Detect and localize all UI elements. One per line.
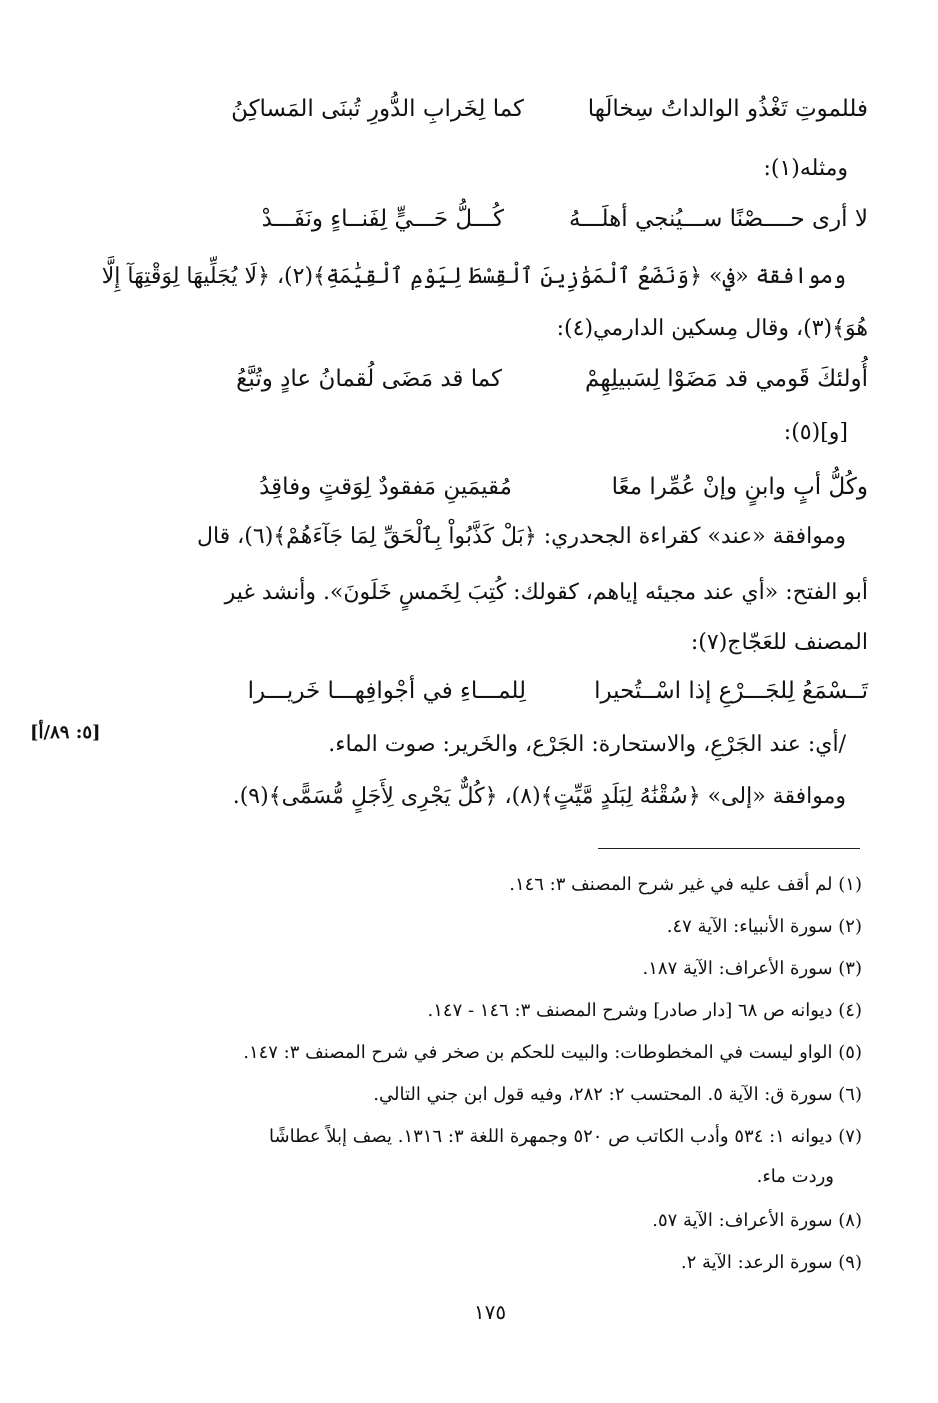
footnote-5: (٥) الواو ليست في المخطوطات: والبيت للحكم بن صخر في شرح المصنف ٣: ١٤٧. xyxy=(243,1042,862,1063)
body-line: المصنف للعَجّاج(٧): xyxy=(690,630,868,655)
verse-3-hemistich-left: كما قد مَضَى لُقمانُ عادٍ وتُبَّعُ xyxy=(236,366,502,392)
verse-1-hemistich-left: كما لِخَرابِ الدُّورِ تُبنَى المَساكِنُ xyxy=(231,96,524,122)
body-line: هُوَ﴾(٣)، وقال مِسكين الدارمي(٤): xyxy=(556,316,868,341)
footnote-7: (٧) ديوانه ١: ٥٣٤ وأدب الكاتب ص ٥٢٠ وجمهرة اللغة ٣: ١٣١٦. يصف إبلاً عطاشًا xyxy=(269,1126,862,1147)
body-line: أبو الفتح: «أي عند مجيئه إياهم، كقولك: كُتِبَ لِخَمسٍ خَلَونَ». وأنشد غير xyxy=(224,580,868,605)
verse-3-hemistich-right: أُولئكَ قَومي قد مَضَوْا لِسَبيلِهِمْ xyxy=(585,366,868,392)
footnote-4: (٤) ديوانه ص ٦٨ [دار صادر] وشرح المصنف ٣: ١٤٦ - ١٤٧. xyxy=(427,1000,862,1021)
footnote-6: (٦) سورة ق: الآية ٥. المحتسب ٢: ٢٨٢، وفيه قول ابن جني التالي. xyxy=(373,1084,862,1105)
footnote-3: (٣) سورة الأعراف: الآية ١٨٧. xyxy=(642,958,862,979)
body-line: وموافقة «إلى» ﴿سُقْنَٰهُ لِبَلَدٍ مَّيِّتٍ﴾(٨)، ﴿كُلٌّ يَجْرِى لِأَجَلٍ مُّسَمًّى﴾(٩). xyxy=(232,784,846,809)
verse-4-hemistich-left: مُقيمَينِ مَفقودٌ لِوَقتٍ وفاقِدُ xyxy=(259,474,512,500)
footnote-1: (١) لم أقف عليه في غير شرح المصنف ٣: ١٤٦. xyxy=(509,874,862,895)
footnote-7-continued: وردت ماء. xyxy=(756,1166,834,1187)
verse-2-hemistich-right: لا أرى حــــصْنًا ســـيُنجي أهلَـــهُ xyxy=(569,206,868,232)
body-line: /أي: عند الجَرْعِ، والاستحارة: الجَرْع، والخَرير: صوت الماء. xyxy=(328,732,846,757)
verse-2-hemistich-left: كُـــلُّ حَـــيٍّ لِفَنــاءٍ ونَفَـــدْ xyxy=(261,206,504,232)
footnote-9: (٩) سورة الرعد: الآية ٢. xyxy=(680,1252,862,1273)
body-line: ومثله(١): xyxy=(763,156,848,181)
body-line: وموافقة «في» ﴿وَنَضَعُ ٱلْمَوَٰزِينَ ٱلْقِسْطَ لِيَوْمِ ٱلْقِيَٰمَةِ﴾(٢)، ﴿لَا يُجَلِّيهَا لِوَقْتِهَآ إِلَّا xyxy=(101,264,846,289)
footnote-2: (٢) سورة الأنبياء: الآية ٤٧. xyxy=(666,916,862,937)
body-line: وموافقة «عند» كقراءة الجحدري: ﴿بَلْ كَذَّبُواْ بِٱلْحَقِّ لِمَا جَآءَهُمْ﴾(٦)، قال xyxy=(196,524,846,549)
page-number: ١٧٥ xyxy=(473,1300,507,1324)
footnote-separator xyxy=(598,848,860,849)
footnote-8: (٨) سورة الأعراف: الآية ٥٧. xyxy=(652,1210,862,1231)
body-line: [و](٥): xyxy=(783,420,848,445)
verse-5-hemistich-right: تَــسْمَعُ لِلجَـــرْعِ إذا اسْــتُحيرا xyxy=(594,678,868,704)
verse-5-hemistich-left: لِلمـــاءِ في أجْوافِهـــا خَريـــرا xyxy=(247,678,526,704)
verse-1-hemistich-right: فللموتِ تَغْذُو الوالداتُ سِخالَها xyxy=(587,96,868,122)
margin-page-reference: [٥: ٨٩/أ] xyxy=(30,722,101,743)
verse-4-hemistich-right: وكُلُّ أبٍ وابنٍ وإنْ عُمِّرا معًا xyxy=(611,474,868,500)
